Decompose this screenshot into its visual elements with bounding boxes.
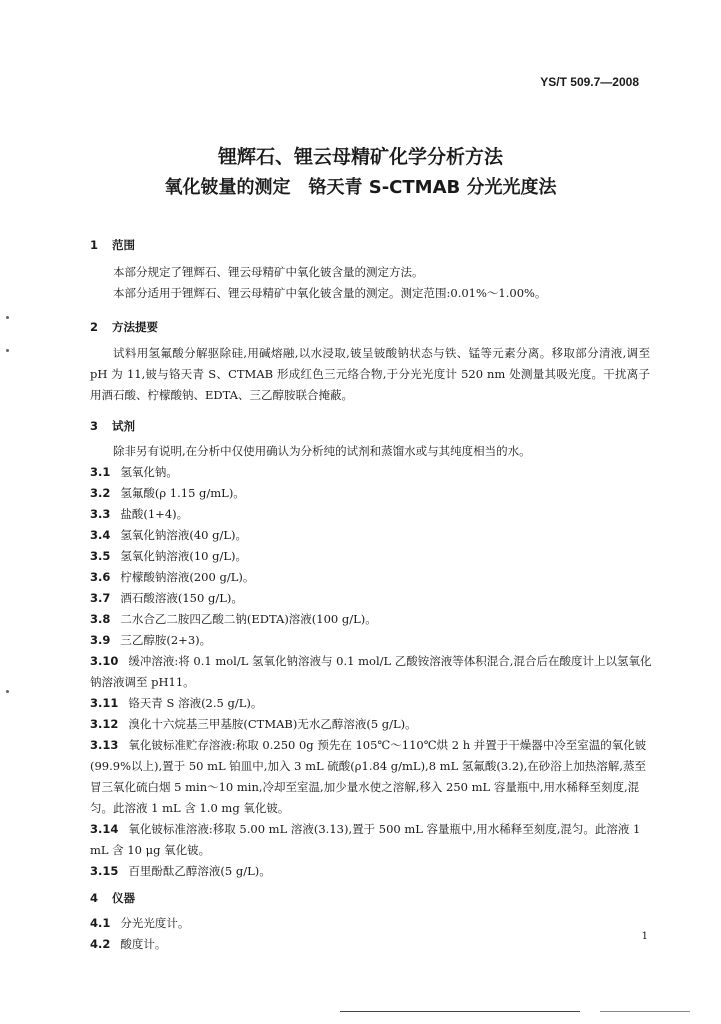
section-1-heading bbox=[90, 237, 135, 253]
list-item bbox=[90, 819, 652, 861]
list-item bbox=[90, 693, 652, 714]
paragraph: 除非另有说明,在分析中仅使用确认为分析纯的试剂和蒸馏水或与其纯度相当的水。 bbox=[113, 444, 531, 458]
title-line-2: 氧化铍量的测定 铬天青 S-CTMAB 分光光度法 bbox=[164, 177, 557, 198]
list-item bbox=[90, 483, 652, 504]
paragraph: 试料用氢氟酸分解驱除硅,用碱熔融,以水浸取,铍呈铍酸钠状态与铁、锰等元素分离。移取部分清液,调至 pH 为 11,铍与铬天青 S、CTMAB 形成红色三元络合物,于分光光度计 520 nm 处测量其吸光度。干扰离子用酒石酸、柠檬酸钠、EDTA、三乙醇胺联合掩蔽。 bbox=[90, 346, 650, 402]
scan-line bbox=[600, 1011, 690, 1012]
item-number: 4.2 bbox=[90, 937, 111, 951]
item-number: 3.3 bbox=[90, 507, 111, 521]
section-number: 4 bbox=[90, 891, 99, 905]
item-text: 酸度计。 bbox=[120, 937, 167, 951]
section-number: 2 bbox=[90, 320, 99, 334]
item-text: 铬天青 S 溶液(2.5 g/L)。 bbox=[128, 696, 263, 710]
scan-dot bbox=[6, 690, 9, 693]
list-item bbox=[90, 462, 652, 483]
item-text: 三乙醇胺(2+3)。 bbox=[120, 633, 212, 647]
list-item bbox=[90, 861, 652, 882]
item-number: 3.13 bbox=[90, 738, 119, 752]
item-number: 3.12 bbox=[90, 717, 119, 731]
item-text: 盐酸(1+4)。 bbox=[120, 507, 189, 521]
section-2-heading bbox=[90, 319, 158, 335]
item-number: 3.1 bbox=[90, 465, 111, 479]
item-text: 二水合乙二胺四乙酸二钠(EDTA)溶液(100 g/L)。 bbox=[120, 612, 377, 626]
item-text: 分光光度计。 bbox=[120, 916, 190, 930]
section-title: 方法提要 bbox=[112, 320, 158, 334]
standard-number: YS/T 509.7—2008 bbox=[540, 75, 639, 89]
scan-dot bbox=[6, 349, 9, 352]
item-text: 氢氧化钠。 bbox=[120, 465, 178, 479]
list-item bbox=[90, 504, 652, 525]
paragraph: 本部分规定了锂辉石、锂云母精矿中氧化铍含量的测定方法。 bbox=[113, 265, 424, 279]
item-number: 4.1 bbox=[90, 916, 111, 930]
page-number: 1 bbox=[641, 931, 648, 942]
section-title: 试剂 bbox=[112, 419, 135, 433]
section-title: 范围 bbox=[112, 238, 135, 252]
item-text: 氢氧化钠溶液(10 g/L)。 bbox=[120, 549, 248, 563]
item-text: 百里酚酞乙醇溶液(5 g/L)。 bbox=[128, 864, 271, 878]
scan-line bbox=[340, 1011, 580, 1012]
item-text: 氢氟酸(ρ 1.15 g/mL)。 bbox=[120, 486, 245, 500]
list-item bbox=[90, 651, 652, 693]
section-4-heading bbox=[90, 890, 135, 906]
item-number: 3.11 bbox=[90, 696, 119, 710]
section-title: 仪器 bbox=[112, 891, 135, 905]
list-item bbox=[90, 630, 652, 651]
item-number: 3.10 bbox=[90, 654, 119, 668]
list-item bbox=[90, 567, 652, 588]
item-number: 3.7 bbox=[90, 591, 111, 605]
list-item bbox=[90, 714, 652, 735]
item-number: 3.8 bbox=[90, 612, 111, 626]
title-line-1: 锂辉石、锂云母精矿化学分析方法 bbox=[217, 146, 503, 168]
section-number: 3 bbox=[90, 419, 99, 433]
list-item bbox=[90, 735, 652, 819]
list-item bbox=[90, 588, 652, 609]
item-text: 氧化铍标准溶液:移取 5.00 mL 溶液(3.13),置于 500 mL 容量瓶中,用水稀释至刻度,混匀。此溶液 1 mL 含 10 μg 氧化铍。 bbox=[90, 822, 641, 857]
item-text: 溴化十六烷基三甲基胺(CTMAB)无水乙醇溶液(5 g/L)。 bbox=[128, 717, 417, 731]
list-item bbox=[90, 609, 652, 630]
item-number: 3.9 bbox=[90, 633, 111, 647]
item-number: 3.2 bbox=[90, 486, 111, 500]
item-number: 3.15 bbox=[90, 864, 119, 878]
list-item bbox=[90, 913, 652, 934]
item-text: 氧化铍标准贮存溶液:称取 0.250 0g 预先在 105℃～110℃烘 2 h 并置于干燥器中冷至室温的氧化铍(99.9%以上),置于 50 mL 铂皿中,加入 3 mL 硫酸(ρ1.84 g/mL),8 mL 氢氟酸(3.2),在砂浴上加热溶解,蒸至冒三氧化硫白烟 5 min～10 min,冷却至室温,加少量水使之溶解,移入 250 mL 容量瓶中,用水稀释至刻度,混匀。此溶液 1 mL 含 1.0 mg 氧化铍。 bbox=[90, 738, 647, 815]
paragraph: 本部分适用于锂辉石、锂云母精矿中氧化铍含量的测定。测定范围:0.01%～1.00%。 bbox=[113, 286, 547, 300]
scan-dot bbox=[6, 316, 9, 319]
item-text: 柠檬酸钠溶液(200 g/L)。 bbox=[120, 570, 255, 584]
item-text: 缓冲溶液:将 0.1 mol/L 氢氧化钠溶液与 0.1 mol/L 乙酸铵溶液等体积混合,混合后在酸度计上以氢氧化钠溶液调至 pH11。 bbox=[90, 654, 652, 689]
item-number: 3.6 bbox=[90, 570, 111, 584]
item-number: 3.4 bbox=[90, 528, 111, 542]
item-number: 3.14 bbox=[90, 822, 119, 836]
list-item bbox=[90, 546, 652, 567]
item-text: 氢氧化钠溶液(40 g/L)。 bbox=[120, 528, 248, 542]
section-number: 1 bbox=[90, 238, 99, 252]
item-number: 3.5 bbox=[90, 549, 111, 563]
item-text: 酒石酸溶液(150 g/L)。 bbox=[120, 591, 243, 605]
section-3-heading bbox=[90, 418, 135, 434]
list-item bbox=[90, 934, 652, 955]
list-item bbox=[90, 525, 652, 546]
